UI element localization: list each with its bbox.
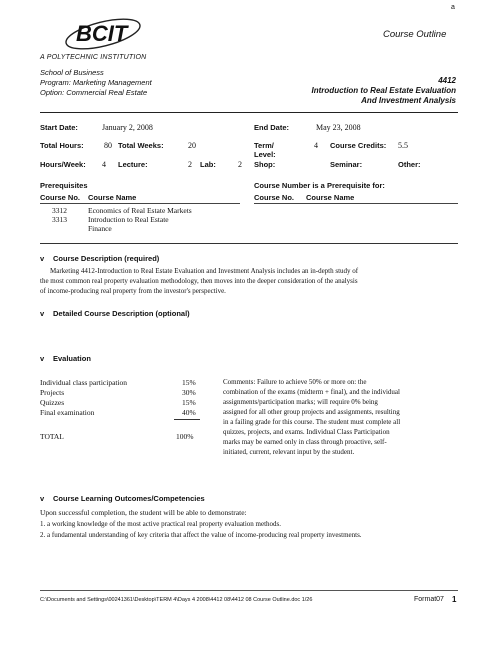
outcomes-intro: Upon successful completion, the student will be able to demonstrate: <box>40 508 247 517</box>
outcome-item-2: 2. a fundamental understanding of key criteria that affect the value of income-producing real property investments. <box>40 531 362 539</box>
page-number: 1 <box>452 595 457 604</box>
hours-week-label: Hours/Week: <box>40 160 86 169</box>
prereq-row2-no: 3313 <box>52 215 67 224</box>
prereq-for-title: Course Number is a Prerequisite for: <box>254 181 385 190</box>
start-date-label: Start Date: <box>40 123 78 132</box>
level-label: Level: <box>254 150 276 159</box>
bcit-logo <box>58 14 144 50</box>
eval-pct-final: 40% <box>182 408 196 417</box>
eval-comment-line3: assignments/participation marks; will require 0% being <box>223 398 378 406</box>
eval-item-participation: Individual class participation <box>40 378 128 387</box>
prereq-row1-no: 3312 <box>52 206 67 215</box>
eval-comment-line7: marks may be earned only in class through proactive, self- <box>223 438 387 446</box>
eval-total-rule <box>174 419 200 420</box>
lecture-label: Lecture: <box>118 160 148 169</box>
start-date-value: January 2, 2008 <box>102 123 153 132</box>
description-title: Course Description (required) <box>53 254 160 263</box>
credits-label: Course Credits: <box>330 141 387 150</box>
eval-pct-projects: 30% <box>182 388 196 397</box>
eval-comment-line5: in a failing grade for this course. The student must complete all <box>223 418 401 426</box>
eval-total-label: TOTAL <box>40 432 64 441</box>
header-rule <box>40 112 458 113</box>
total-weeks-label: Total Weeks: <box>118 141 164 150</box>
course-code: 4412 <box>438 76 456 85</box>
prereq-col-rule <box>40 203 240 204</box>
outcomes-bullet: v <box>40 494 45 503</box>
program-name: Program: Marketing Management <box>40 78 152 87</box>
footer-format: Format07 <box>414 596 444 603</box>
total-hours-label: Total Hours: <box>40 141 84 150</box>
prereq-col-name: Course Name <box>88 193 137 202</box>
footer-path: C:\Documents and Settings\00241361\Desktop\TERM 4\Days 4 2008\4412 08\4412 08 Course Outline.doc 1/26 <box>40 597 313 603</box>
lab-label: Lab: <box>200 160 216 169</box>
eval-item-quizzes: Quizzes <box>40 398 65 407</box>
detailed-bullet: v <box>40 309 45 318</box>
course-title-line2: And Investment Analysis <box>361 96 456 105</box>
tagline: A POLYTECHNIC INSTITUTION <box>40 54 147 61</box>
end-date-value: May 23, 2008 <box>316 123 361 132</box>
lecture-value: 2 <box>188 160 192 169</box>
eval-pct-quizzes: 15% <box>182 398 196 407</box>
seminar-label: Seminar: <box>330 160 363 169</box>
prereq-for-col-rule <box>254 203 458 204</box>
eval-comment-line2: combination of the exams (midterm + final), and the individual <box>223 388 400 396</box>
term-label: Term/ <box>254 141 274 150</box>
detailed-title: Detailed Course Description (optional) <box>53 309 190 318</box>
prereq-row1-name: Economics of Real Estate Markets <box>88 206 192 215</box>
prereq-title: Prerequisites <box>40 181 88 190</box>
prereq-col-no: Course No. <box>40 193 81 202</box>
evaluation-title: Evaluation <box>53 354 91 363</box>
page-mark: a <box>451 4 455 11</box>
lab-value: 2 <box>238 160 242 169</box>
shop-label: Shop: <box>254 160 276 169</box>
outcomes-title: Course Learning Outcomes/Competencies <box>53 494 205 503</box>
eval-comment-line8: initiated, current, relevant input by the student. <box>223 448 355 456</box>
other-label: Other: <box>398 160 421 169</box>
total-hours-value: 80 <box>104 141 112 150</box>
doc-type: Course Outline <box>383 29 447 40</box>
hours-week-value: 4 <box>102 160 106 169</box>
end-date-label: End Date: <box>254 123 290 132</box>
prereq-for-col-name: Course Name <box>306 193 355 202</box>
eval-item-projects: Projects <box>40 388 65 397</box>
credits-value: 5.5 <box>398 141 408 150</box>
description-bullet: v <box>40 254 45 263</box>
term-value: 4 <box>314 141 318 150</box>
prereq-row2-name-cont: Finance <box>88 224 112 233</box>
description-line3: of income-producing real property from the investor's perspective. <box>40 287 226 295</box>
course-title-line1: Introduction to Real Estate Evaluation <box>311 86 456 95</box>
option-name: Option: Commercial Real Estate <box>40 88 148 97</box>
evaluation-bullet: v <box>40 354 45 363</box>
eval-comment-line6: quizzes, projects, and exams. Individual Class Participation <box>223 428 390 436</box>
eval-item-final: Final examination <box>40 408 95 417</box>
eval-total-pct: 100% <box>176 432 194 441</box>
eval-comment-line1: Comments: Failure to achieve 50% or more on: the <box>223 378 367 386</box>
description-line1: Marketing 4412-Introduction to Real Estate Evaluation and Investment Analysis includes an in-depth study of <box>50 267 359 275</box>
total-weeks-value: 20 <box>188 141 196 150</box>
eval-pct-participation: 15% <box>182 378 196 387</box>
prereq-rule <box>40 243 458 244</box>
school-name: School of Business <box>40 68 104 77</box>
eval-comment-line4: assigned for all other group projects and assignments, resulting <box>223 408 400 416</box>
outcome-item-1: 1. a working knowledge of the most active practical real property evaluation methods. <box>40 520 282 528</box>
prereq-for-col-no: Course No. <box>254 193 295 202</box>
description-line2: the most common real property evaluation methodology, then moves into the deeper consideration of the analysis <box>40 277 358 285</box>
footer-rule <box>40 590 458 591</box>
svg-text:BCIT: BCIT <box>76 21 128 46</box>
prereq-row2-name: Introduction to Real Estate <box>88 215 169 224</box>
